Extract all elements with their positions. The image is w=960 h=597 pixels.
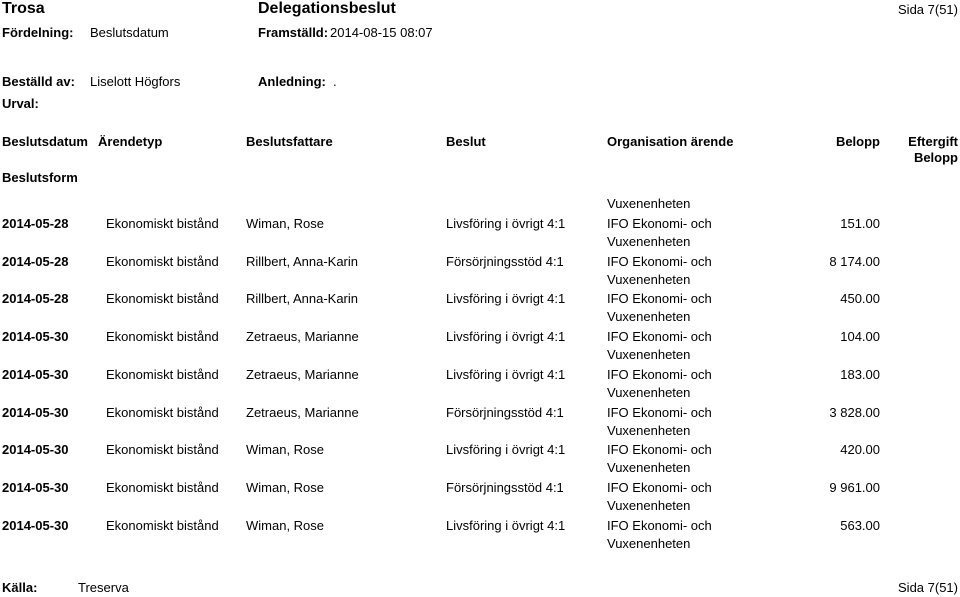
amount: 183.00 bbox=[840, 367, 880, 382]
case-type: Ekonomiskt bistånd bbox=[106, 329, 219, 344]
decision-text: Livsföring i övrigt 4:1 bbox=[446, 518, 566, 533]
organisation-line-2: Vuxenenheten bbox=[607, 234, 691, 249]
column-header-type: Ärendetyp bbox=[98, 134, 163, 149]
organisation-line-1: IFO Ekonomi- och bbox=[607, 367, 712, 382]
amount: 9 961.00 bbox=[829, 480, 880, 495]
source-value: Treserva bbox=[78, 580, 129, 595]
case-type: Ekonomiskt bistånd bbox=[106, 405, 219, 420]
decision-date: 2014-05-30 bbox=[2, 442, 69, 457]
decision-text: Livsföring i övrigt 4:1 bbox=[446, 216, 566, 231]
column-header-form: Beslutsform bbox=[2, 170, 78, 185]
ordered-by-value: Liselott Högfors bbox=[90, 74, 181, 89]
organisation-line-1: IFO Ekonomi- och bbox=[607, 329, 712, 344]
decision-date: 2014-05-28 bbox=[2, 216, 69, 231]
column-header-amount: Belopp bbox=[835, 134, 880, 149]
amount: 563.00 bbox=[840, 518, 880, 533]
table-row bbox=[0, 254, 960, 290]
organisation-line-2: Vuxenenheten bbox=[607, 423, 691, 438]
organisation-line-1: IFO Ekonomi- och bbox=[607, 405, 712, 420]
case-type: Ekonomiskt bistånd bbox=[106, 480, 219, 495]
report-title: Delegationsbeslut bbox=[258, 0, 396, 17]
decision-text: Livsföring i övrigt 4:1 bbox=[446, 442, 566, 457]
table-row bbox=[0, 518, 960, 554]
municipality-name: Trosa bbox=[2, 0, 45, 17]
decision-date: 2014-05-28 bbox=[2, 254, 69, 269]
decision-maker: Wiman, Rose bbox=[246, 518, 325, 533]
column-header-waiver-amount: Belopp bbox=[913, 150, 958, 165]
decision-date: 2014-05-28 bbox=[2, 291, 69, 306]
amount: 450.00 bbox=[840, 291, 880, 306]
page-number: Sida 7(51) bbox=[898, 2, 958, 17]
decision-maker: Zetraeus, Marianne bbox=[246, 367, 359, 382]
amount: 151.00 bbox=[840, 216, 880, 231]
organisation-line-1: IFO Ekonomi- och bbox=[607, 254, 712, 269]
organisation-line-2: Vuxenenheten bbox=[607, 460, 691, 475]
table-row bbox=[0, 480, 960, 516]
decision-date: 2014-05-30 bbox=[2, 518, 69, 533]
organisation-line-1: IFO Ekonomi- och bbox=[607, 216, 712, 231]
table-row bbox=[0, 216, 960, 252]
table-row bbox=[0, 367, 960, 403]
case-type: Ekonomiskt bistånd bbox=[106, 254, 219, 269]
decision-date: 2014-05-30 bbox=[2, 480, 69, 495]
organisation-line-1: IFO Ekonomi- och bbox=[607, 291, 712, 306]
decision-maker: Zetraeus, Marianne bbox=[246, 329, 359, 344]
column-header-waiver: Eftergift bbox=[908, 134, 958, 149]
table-row bbox=[0, 329, 960, 365]
column-header-org: Organisation ärende bbox=[607, 134, 734, 149]
case-type: Ekonomiskt bistånd bbox=[106, 367, 219, 382]
decision-date: 2014-05-30 bbox=[2, 329, 69, 344]
amount: 420.00 bbox=[840, 442, 880, 457]
decision-maker: Wiman, Rose bbox=[246, 480, 325, 495]
decision-maker: Wiman, Rose bbox=[246, 216, 325, 231]
organisation-line-2: Vuxenenheten bbox=[607, 498, 691, 513]
organisation-line-2: Vuxenenheten bbox=[607, 309, 691, 324]
reason-label: Anledning: bbox=[258, 74, 326, 89]
decision-maker: Rillbert, Anna-Karin bbox=[246, 254, 358, 269]
organisation-line-2: Vuxenenheten bbox=[607, 347, 691, 362]
amount: 104.00 bbox=[840, 329, 880, 344]
decision-maker: Rillbert, Anna-Karin bbox=[246, 291, 358, 306]
produced-label: Framställd: bbox=[258, 25, 329, 40]
column-header-date: Beslutsdatum bbox=[2, 134, 88, 149]
table-row bbox=[0, 405, 960, 441]
decision-text: Försörjningsstöd 4:1 bbox=[446, 254, 564, 269]
organisation-line-1: IFO Ekonomi- och bbox=[607, 480, 712, 495]
amount: 3 828.00 bbox=[829, 405, 880, 420]
decision-date: 2014-05-30 bbox=[2, 367, 69, 382]
table-row bbox=[0, 442, 960, 478]
column-header-decision: Beslut bbox=[446, 134, 486, 149]
case-type: Ekonomiskt bistånd bbox=[106, 291, 219, 306]
case-type: Ekonomiskt bistånd bbox=[106, 442, 219, 457]
carryover-org-line: Vuxenenheten bbox=[607, 196, 691, 211]
organisation-line-1: IFO Ekonomi- och bbox=[607, 518, 712, 533]
case-type: Ekonomiskt bistånd bbox=[106, 216, 219, 231]
organisation-line-2: Vuxenenheten bbox=[607, 385, 691, 400]
produced-value: 2014-08-15 08:07 bbox=[330, 25, 433, 40]
ordered-by-label: Beställd av: bbox=[2, 74, 75, 89]
footer-page-number: Sida 7(51) bbox=[898, 580, 958, 595]
case-type: Ekonomiskt bistånd bbox=[106, 518, 219, 533]
distribution-label: Fördelning: bbox=[2, 25, 74, 40]
decision-text: Livsföring i övrigt 4:1 bbox=[446, 367, 566, 382]
decision-text: Försörjningsstöd 4:1 bbox=[446, 405, 564, 420]
amount: 8 174.00 bbox=[829, 254, 880, 269]
table-row bbox=[0, 291, 960, 327]
organisation-line-2: Vuxenenheten bbox=[607, 536, 691, 551]
decision-date: 2014-05-30 bbox=[2, 405, 69, 420]
organisation-line-2: Vuxenenheten bbox=[607, 272, 691, 287]
distribution-value: Beslutsdatum bbox=[90, 25, 169, 40]
decision-maker: Zetraeus, Marianne bbox=[246, 405, 359, 420]
organisation-line-1: IFO Ekonomi- och bbox=[607, 442, 712, 457]
column-header-decider: Beslutsfattare bbox=[246, 134, 333, 149]
decision-text: Försörjningsstöd 4:1 bbox=[446, 480, 564, 495]
decision-text: Livsföring i övrigt 4:1 bbox=[446, 291, 566, 306]
reason-value: . bbox=[333, 74, 337, 89]
source-label: Källa: bbox=[2, 580, 38, 595]
decision-maker: Wiman, Rose bbox=[246, 442, 325, 457]
decision-text: Livsföring i övrigt 4:1 bbox=[446, 329, 566, 344]
selection-label: Urval: bbox=[2, 96, 39, 111]
